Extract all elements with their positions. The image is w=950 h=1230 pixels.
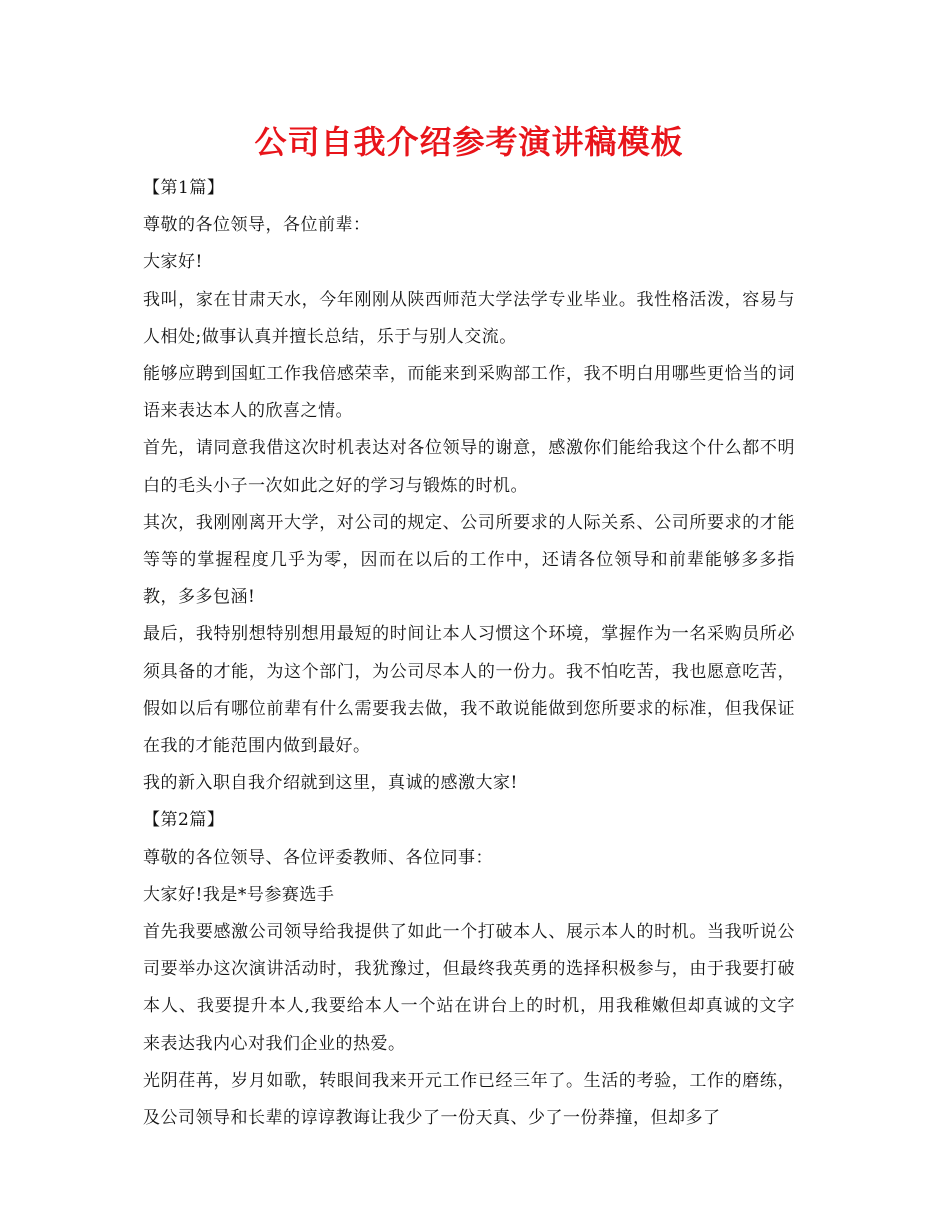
paragraph: 最后，我特别想特别想用最短的时间让本人习惯这个环境，掌握作为一名采购员所必须具备的才能，为这个部门，为公司尽本人的一份力。我不怕吃苦，我也愿意吃苦，假如以后有哪位前辈有什么需要我去做，我不敢说能做到您所要求的标准，但我保证在我的才能范围内做到最好。 — [143, 624, 795, 757]
document-body — [143, 170, 795, 1137]
paragraph: 我叫，家在甘肃天水，今年刚刚从陕西师范大学法学专业毕业。我性格活泼，容易与人相处;做事认真并擅长总结，乐于与别人交流。 — [143, 289, 795, 347]
paragraph: 首先我要感激公司领导给我提供了如此一个打破本人、展示本人的时机。当我听说公司要举办这次演讲活动时，我犹豫过，但最终我英勇的选择积极参与，由于我要打破本人、我要提升本人,我要给本人一个站在讲台上的时机，用我稚嫩但却真诚的文字来表达我内心对我们企业的热爱。 — [143, 922, 795, 1054]
paragraph: 光阴荏苒，岁月如歌，转眼间我来开元工作已经三年了。生活的考验，工作的磨练，及公司领导和长辈的谆谆教诲让我少了一份天真、少了一份莽撞，但却多了 — [143, 1070, 795, 1129]
section-heading: 【第1篇】 — [143, 178, 225, 198]
paragraph: 首先，请同意我借这次时机表达对各位领导的谢意，感激你们能给我这个什么都不明白的毛头小子一次如此之好的学习与锻炼的时机。 — [143, 438, 795, 496]
section-heading: 【第2篇】 — [143, 810, 225, 831]
paragraph: 能够应聘到国虹工作我倍感荣幸，而能来到采购部工作，我不明白用哪些更恰当的词语来表达本人的欣喜之情。 — [143, 364, 795, 422]
paragraph: 尊敬的各位领导，各位前辈： — [143, 215, 371, 236]
paragraph: 我的新入职自我介绍就到这里，真诚的感激大家! — [143, 773, 518, 794]
paragraph: 大家好! — [143, 252, 203, 273]
document-title: 公司自我介绍参考演讲稿模板 — [254, 123, 684, 161]
paragraph: 其次，我刚刚离开大学，对公司的规定、公司所要求的人际关系、公司所要求的才能等等的掌握程度几乎为零，因而在以后的工作中，还请各位领导和前辈能够多多指教，多多包涵! — [143, 512, 795, 608]
paragraph: 尊敬的各位领导、各位评委教师、各位同事： — [143, 847, 493, 868]
paragraph: 大家好!我是*号参赛选手 — [143, 884, 335, 905]
